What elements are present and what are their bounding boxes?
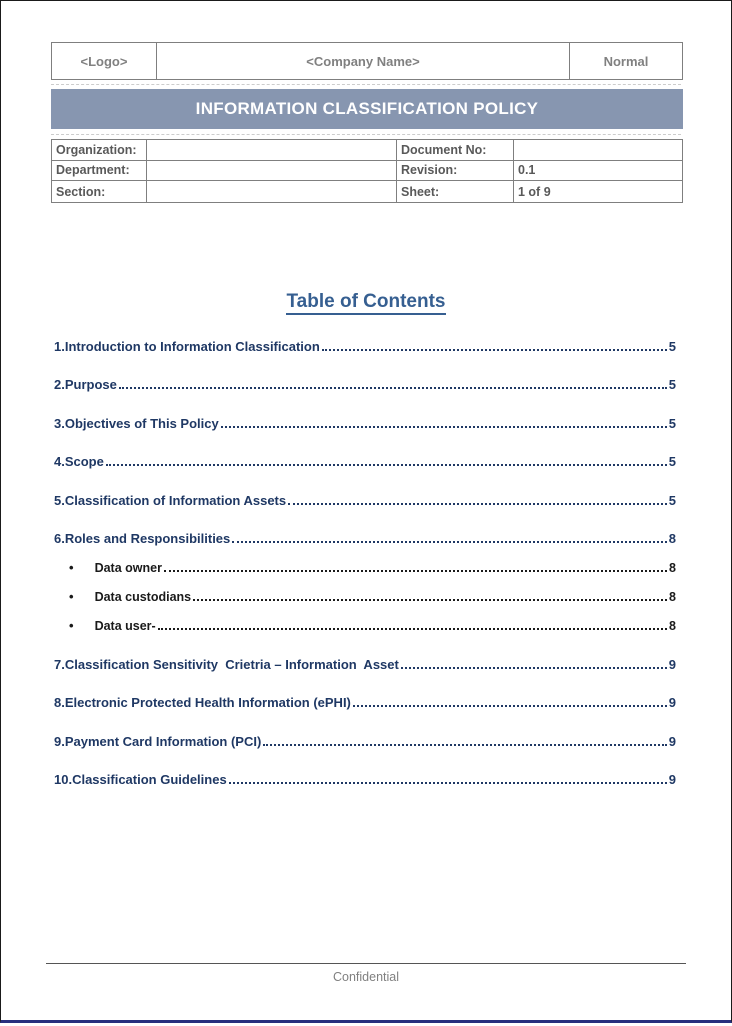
table-gridline-hint	[51, 134, 681, 135]
toc-entry-label: 1.Introduction to Information Classification	[54, 338, 320, 354]
meta-label-section: Section:	[52, 181, 147, 202]
logo-placeholder: <Logo>	[80, 53, 128, 69]
meta-label-department: Department:	[52, 161, 147, 182]
toc-page-number: 5	[668, 454, 676, 469]
toc-entry-sensitivity-criteria[interactable]	[54, 633, 676, 672]
toc-page-number: 9	[668, 733, 676, 749]
toc-page-number: 8	[669, 561, 676, 575]
dotted-leader	[164, 570, 667, 572]
toc-heading-text: Table of Contents	[286, 291, 445, 315]
dotted-leader	[288, 503, 667, 505]
toc-entry-label: 6.Roles and Responsibilities	[54, 531, 231, 546]
meta-value-section	[147, 181, 397, 202]
toc-entry-label: 7.Classification Sensitivity Crietria – Information Asset	[54, 656, 399, 672]
dotted-leader	[322, 349, 667, 351]
toc-entry-label: 8.Electronic Protected Health Information (ePHI)	[54, 695, 351, 710]
toc-entry-data-user[interactable]	[54, 604, 676, 633]
dotted-leader	[263, 744, 666, 746]
dotted-leader	[119, 387, 667, 389]
toc-entry-data-owner[interactable]	[54, 546, 676, 575]
dotted-leader	[106, 464, 667, 466]
table-of-contents	[54, 315, 676, 787]
toc-page-number: 5	[668, 415, 676, 431]
toc-entry-ephi[interactable]	[54, 672, 676, 711]
toc-page-number: 5	[668, 492, 676, 508]
toc-entry-label: 2.Purpose	[54, 377, 117, 392]
toc-entry-pci[interactable]	[54, 710, 676, 749]
meta-value-organization	[147, 140, 397, 161]
meta-value-revision: 0.1	[514, 161, 682, 182]
toc-entry-label: 5.Classification of Information Assets	[54, 492, 287, 508]
bullet-icon: •	[69, 560, 74, 575]
toc-entry-purpose[interactable]	[54, 354, 676, 393]
dotted-leader	[229, 782, 667, 784]
dotted-leader	[401, 667, 667, 669]
toc-entry-label: 10.Classification Guidelines	[54, 772, 227, 787]
toc-page-number: 9	[668, 656, 676, 672]
bullet-icon: •	[69, 589, 74, 604]
table-gridline-hint	[51, 84, 681, 85]
toc-entry-introduction[interactable]	[54, 315, 676, 354]
toc-page-number: 9	[668, 772, 676, 787]
toc-entry-label: 4.Scope	[54, 454, 104, 469]
toc-entry-label: 9.Payment Card Information (PCI)	[54, 733, 262, 749]
confidential-label: Confidential	[332, 970, 399, 984]
toc-page-number: 8	[669, 619, 676, 633]
meta-value-department	[147, 161, 397, 182]
toc-entry-label: 3.Objectives of This Policy	[54, 415, 219, 431]
dotted-leader	[221, 426, 667, 428]
document-type-cell	[570, 43, 682, 79]
toc-entry-scope[interactable]	[54, 431, 676, 470]
policy-title-banner	[51, 89, 683, 129]
toc-entry-roles-responsibilities[interactable]	[54, 508, 676, 547]
dotted-leader	[232, 541, 666, 543]
document-info-table	[51, 139, 683, 203]
dotted-leader	[353, 705, 667, 707]
dotted-leader	[158, 628, 667, 630]
meta-label-document-no: Document No:	[397, 140, 514, 161]
toc-entry-label: Data owner	[94, 561, 162, 575]
meta-label-sheet: Sheet:	[397, 181, 514, 202]
meta-label-revision: Revision:	[397, 161, 514, 182]
footer-divider	[46, 963, 686, 964]
toc-page-number: 8	[669, 590, 676, 604]
company-name-cell	[157, 43, 570, 79]
policy-title: INFORMATION CLASSIFICATION POLICY	[195, 99, 539, 118]
toc-page-number: 9	[668, 695, 676, 710]
toc-entry-label: Data user-	[94, 619, 156, 633]
meta-value-document-no	[514, 140, 682, 161]
toc-page-number: 5	[668, 377, 676, 392]
toc-page-number: 5	[668, 338, 676, 354]
toc-page-number: 8	[668, 531, 676, 546]
toc-entry-label: Data custodians	[94, 590, 192, 604]
toc-entry-classification-assets[interactable]	[54, 469, 676, 508]
toc-entry-data-custodians[interactable]	[54, 575, 676, 604]
company-name-placeholder: <Company Name>	[306, 53, 420, 69]
toc-heading	[1, 291, 731, 313]
bullet-icon: •	[69, 618, 74, 633]
document-type-label: Normal	[603, 53, 649, 69]
dotted-leader	[193, 599, 667, 601]
logo-cell	[52, 43, 157, 79]
meta-value-sheet: 1 of 9	[518, 184, 551, 199]
toc-entry-objectives[interactable]	[54, 392, 676, 431]
header-table	[51, 42, 683, 80]
meta-label-organization: Organization:	[52, 140, 147, 161]
toc-entry-classification-guidelines[interactable]	[54, 749, 676, 788]
